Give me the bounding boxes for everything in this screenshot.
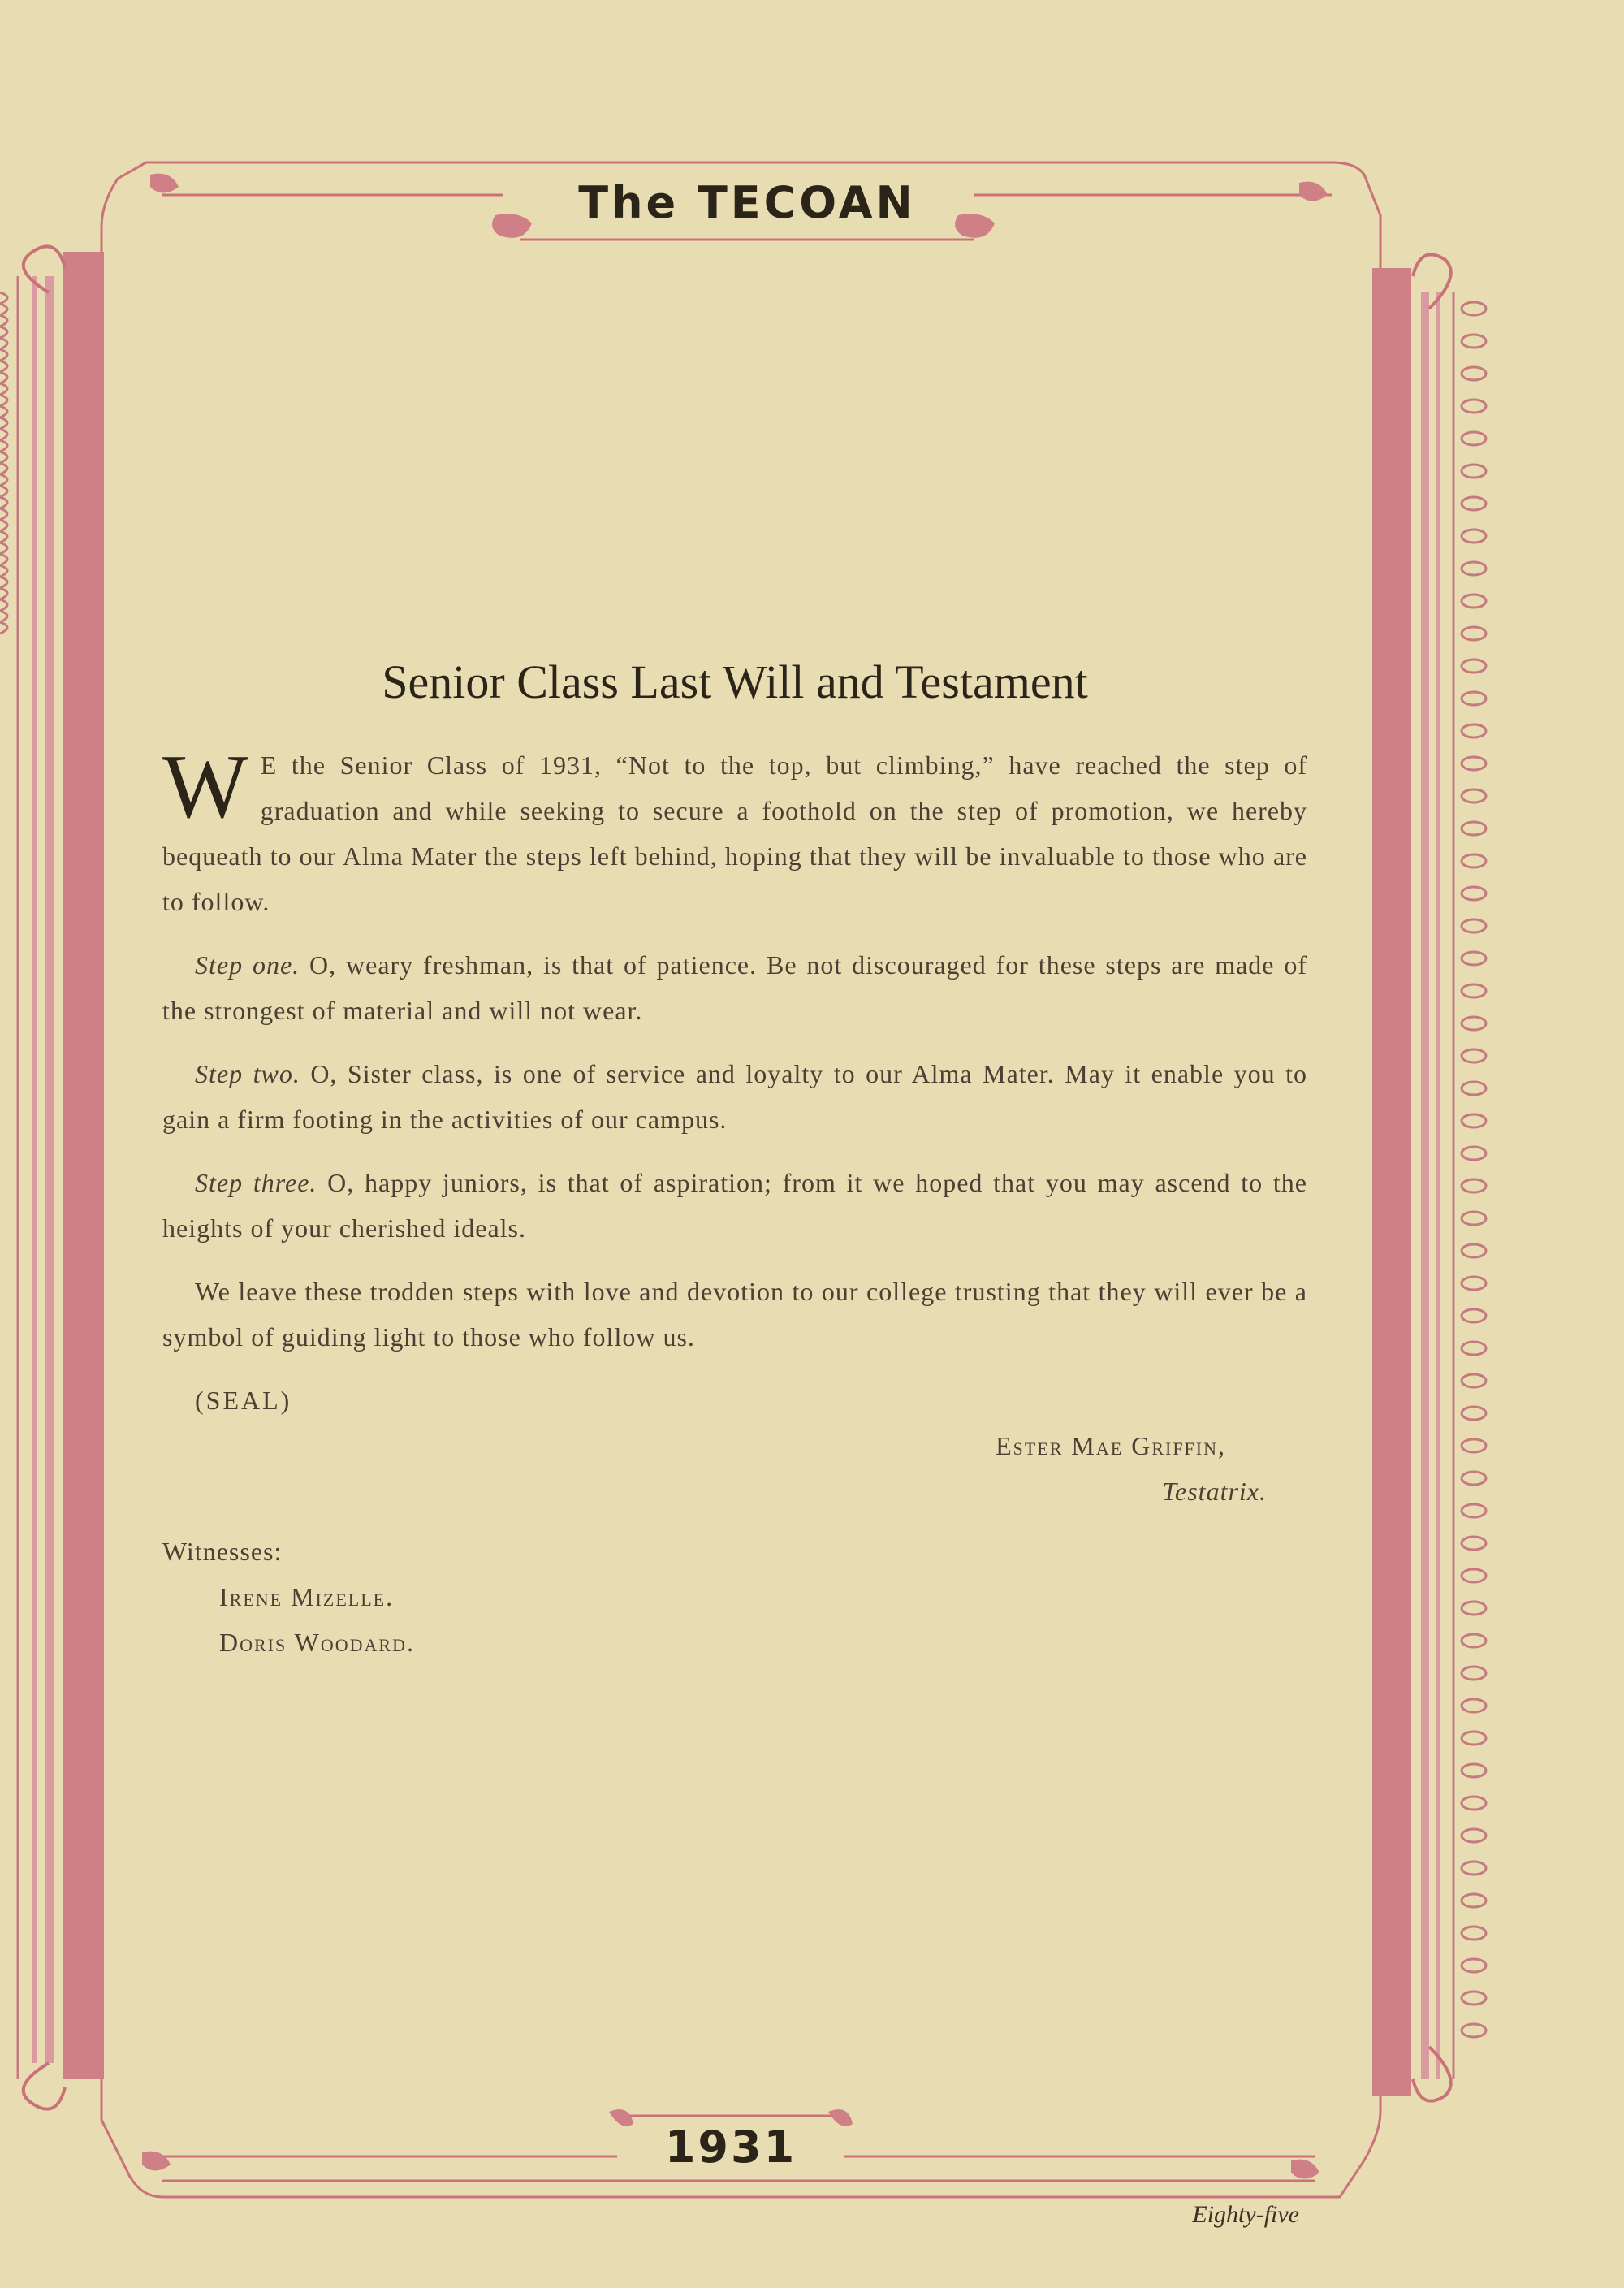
yearbook-title: The TECOAN [578,177,916,228]
closing-paragraph: We leave these trodden steps with love and devotion to our college trusting that they will ever be a symbol of guiding light to those who follow us. [162,1277,1307,1352]
drop-cap: W [162,737,249,837]
signatory-role: Testatrix. [1162,1477,1267,1506]
document-title: Senior Class Last Will and Testament [382,655,1088,708]
page-number: Eighty-five [1192,2201,1299,2228]
witness-name: Irene Mizelle. [219,1582,395,1611]
footer-year: 1931 [664,2121,797,2173]
seal-mark: (SEAL) [195,1386,292,1415]
step-three-text: O, happy juniors, is that of aspiration; from it we hoped that you may ascend to the heights of your cherished ideals. [162,1168,1308,1243]
step-two-label: Step two. [195,1059,300,1088]
step-one-label: Step one. [195,950,300,980]
step-one-paragraph [162,942,1307,1033]
step-three-paragraph [162,1160,1307,1251]
intro-text: E the Senior Class of 1931, “Not to the top, but climbing,” have reached the step of graduation and while seeking to secure a foothold on the step of promotion, we hereby bequeath to our Alma Mater the steps left behind, hoping that they will be invaluable to those who are to follow. [162,750,1307,916]
witnesses-label: Witnesses: [162,1537,283,1566]
step-two-paragraph [162,1051,1307,1142]
step-three-label: Step three. [195,1168,317,1197]
document-body [162,650,1307,1665]
step-one-text: O, weary freshman, is that of patience. Be not discouraged for these steps are made of the strongest of material and will not wear. [162,950,1308,1025]
signature-block [162,1423,1307,1514]
signatory-name: Ester Mae Griffin, [996,1431,1226,1460]
step-two-text: O, Sister class, is one of service and loyalty to our Alma Mater. May it enable you to gain a firm footing in the activities of our campus. [162,1059,1308,1134]
intro-paragraph [162,737,1307,924]
witness-name: Doris Woodard. [219,1628,415,1657]
